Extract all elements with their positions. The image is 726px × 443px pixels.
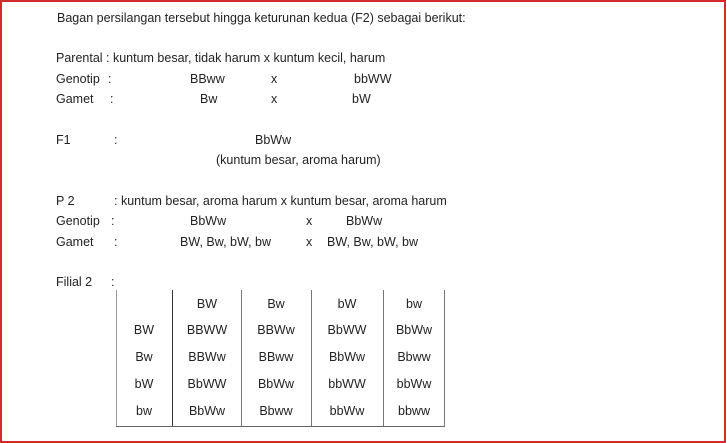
genotype-cell: BBww [258, 350, 294, 364]
parental-gamet-right: bW [352, 92, 371, 106]
cross-symbol: x [306, 235, 313, 249]
genotype-cell: bbWw [329, 404, 365, 418]
p2-genotip-left: BbWw [190, 214, 227, 228]
parental-genotip-label: Genotip [56, 72, 100, 86]
f1-label: F1 [56, 133, 71, 147]
parental-gamet-label: Gamet [56, 92, 94, 106]
genotype-cell: BBWW [186, 323, 228, 337]
p2-gamet-label: Gamet [56, 235, 94, 249]
genotype-cell: Bbww [259, 404, 293, 418]
p2-text: : kuntum besar, aroma harum x kuntum besar, aroma harum [114, 194, 447, 208]
genotype-cell: BbWw [257, 377, 295, 391]
header-cell: BW [196, 297, 218, 311]
header-cell: bw [406, 297, 422, 311]
genotype-cell: BbWw [395, 323, 433, 337]
p2-label: P 2 [56, 194, 75, 208]
row-header-cell: BW [133, 323, 155, 337]
cross-symbol: x [271, 72, 278, 86]
colon: : [111, 214, 115, 228]
grid-line [311, 290, 312, 426]
colon: : [114, 133, 118, 147]
grid-line [241, 290, 242, 426]
colon: : [114, 235, 118, 249]
row-header-cell: Bw [135, 350, 153, 364]
cross-symbol: x [306, 214, 313, 228]
parental-gamet-left: Bw [200, 92, 218, 106]
row-header-cell: bw [136, 404, 152, 418]
intro-text: Bagan persilangan tersebut hingga keturunan kedua (F2) sebagai berikut: [57, 11, 466, 25]
genotype-cell: BBWw [257, 323, 295, 337]
genotype-cell: BbWW [187, 377, 227, 391]
parental-genotip-left: BBww [190, 72, 225, 86]
genotype-cell: bbWW [328, 377, 366, 391]
genotype-cell: BbWw [328, 350, 366, 364]
parental-label: Parental [56, 51, 103, 65]
p2-gamet-left: BW, Bw, bW, bw [180, 235, 271, 249]
genotype-cell: BbWW [327, 323, 367, 337]
colon: : [111, 275, 115, 289]
f1-phenotype: (kuntum besar, aroma harum) [216, 153, 381, 167]
row-header-cell: bW [134, 377, 154, 391]
genotype-cell: bbww [398, 404, 430, 418]
p2-gamet-right: BW, Bw, bW, bw [327, 235, 418, 249]
colon: : [110, 92, 114, 106]
filial2-label: Filial 2 [56, 275, 93, 289]
cross-symbol: x [271, 92, 278, 106]
colon: : [108, 72, 112, 86]
p2-genotip-label: Genotip [56, 214, 100, 228]
genotype-cell: Bbww [397, 350, 431, 364]
parental-genotip-right: bbWW [354, 72, 392, 86]
header-cell: bW [337, 297, 357, 311]
grid-line [444, 290, 445, 426]
genotype-cell: bbWw [396, 377, 432, 391]
f1-genotype: BbWw [255, 133, 292, 147]
p2-genotip-right: BbWw [346, 214, 383, 228]
parental-text: : kuntum besar, tidak harum x kuntum kecil, harum [106, 51, 386, 65]
genotype-cell: BBWw [188, 350, 226, 364]
genotype-cell: BbWw [188, 404, 226, 418]
header-cell: Bw [267, 297, 285, 311]
